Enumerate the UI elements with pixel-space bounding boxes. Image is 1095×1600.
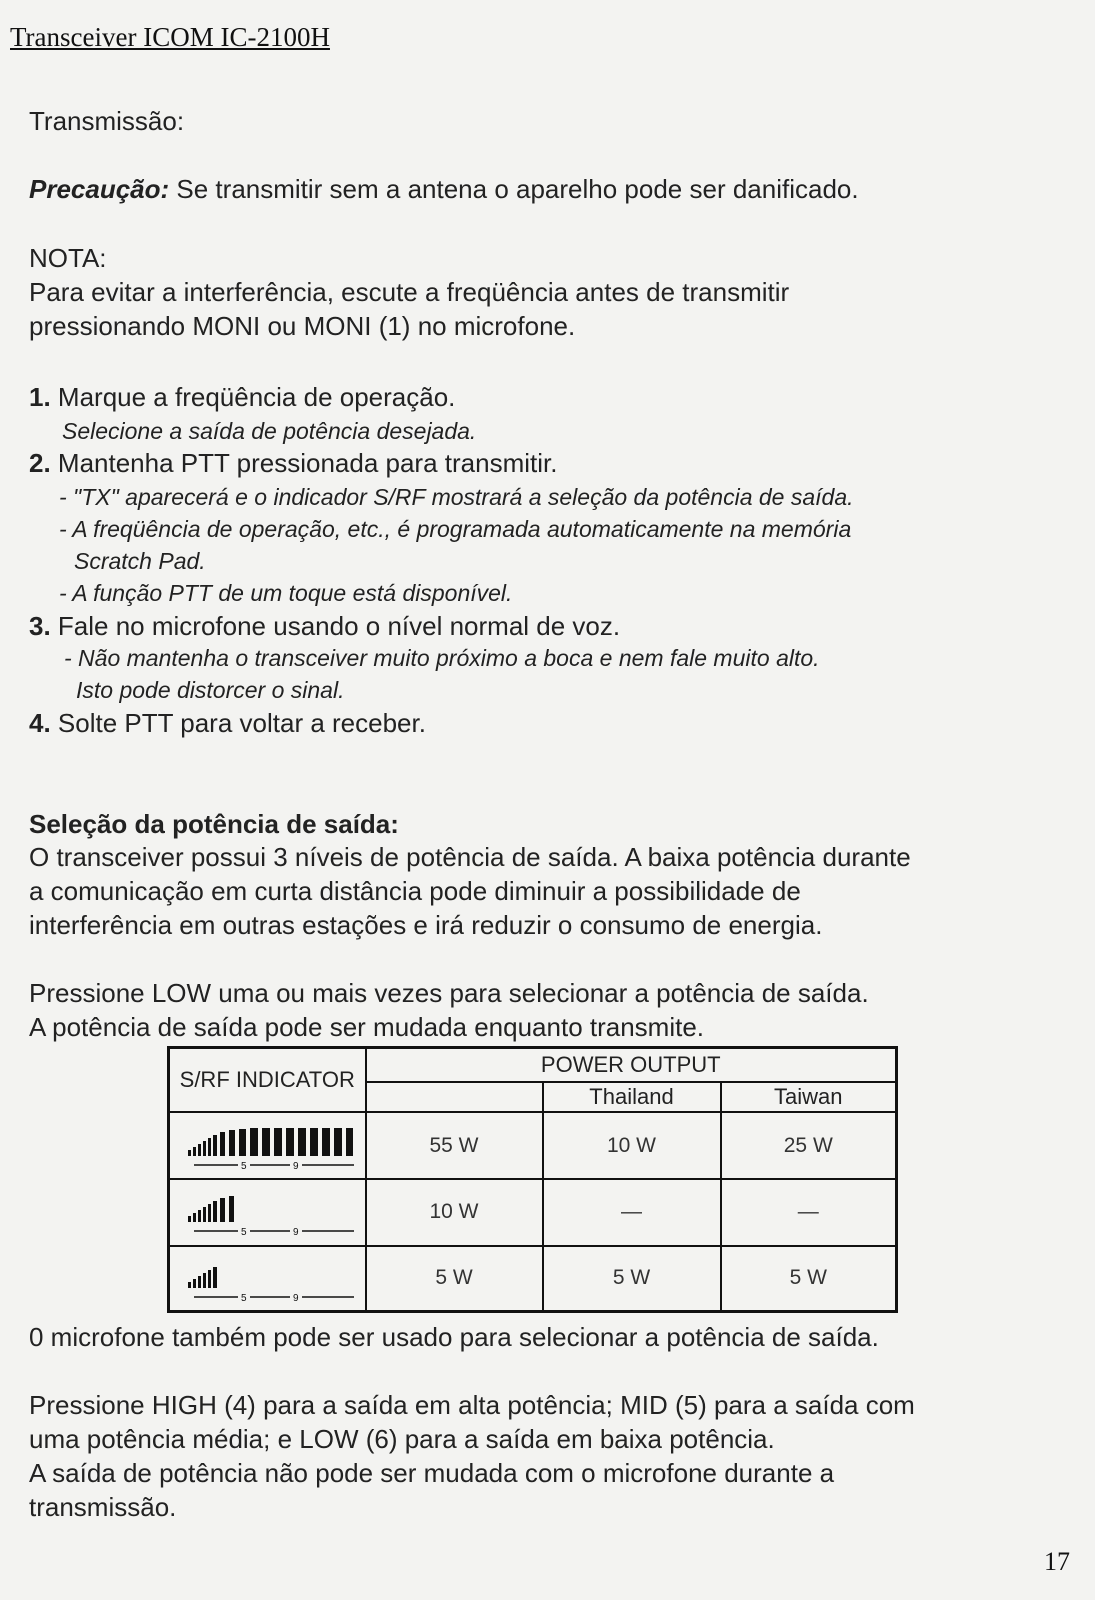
step-3-text: Fale no microfone usando o nível normal de voz. [50, 611, 621, 641]
microphone-line: 0 microfone também pode ser usado para selecionar a potência de saída. [29, 1322, 879, 1352]
power-para2-line-1: Pressione LOW uma ou mais vezes para selecionar a potência de saída. [29, 978, 869, 1008]
svg-text:5: 5 [241, 1160, 247, 1172]
step-2-sub-4: - A função PTT de um toque está disponível. [59, 580, 513, 606]
mic-para-line-2: uma potência média; e LOW (6) para a saída em baixa potência. [29, 1424, 775, 1454]
step-4 [29, 706, 426, 740]
step-3-sub-2: Isto pode distorcer o sinal. [76, 677, 345, 703]
power-para1-line-3: interferência em outras estações e irá reduzir o consumo de energia. [29, 910, 823, 940]
step-2-sub-1: - "TX" aparecerá e o indicador S/RF mostrará a seleção da potência de saída. [59, 484, 854, 510]
table-row [169, 1246, 897, 1312]
table-row [169, 1112, 897, 1179]
transmission-heading: Transmissão: [29, 106, 185, 136]
power-para1-line-2: a comunicação em curta distância pode diminuir a possibilidade de [29, 876, 801, 906]
srf-meter-low-icon [169, 1246, 366, 1312]
mic-para-line-3: A saída de potência não pode ser mudada com o microfone durante a [29, 1458, 835, 1488]
svg-text:9: 9 [293, 1227, 299, 1239]
step-2-sub-3: Scratch Pad. [74, 548, 206, 574]
power-section-heading: Seleção da potência de saída: [29, 809, 399, 839]
step-2-text: Mantenha PTT pressionada para transmitir. [50, 448, 558, 478]
cell-taiwan-low: 5 W [721, 1246, 897, 1312]
srf-meter-mid-icon [169, 1179, 366, 1246]
caution-paragraph [29, 172, 859, 206]
cell-default-mid: 10 W [366, 1179, 543, 1246]
power-output-header: POWER OUTPUT [366, 1048, 897, 1082]
srf-meter-high-icon [169, 1112, 366, 1179]
cell-default-high: 55 W [366, 1112, 543, 1179]
note-line-1: Para evitar a interferência, escute a freqüência antes de transmitir [29, 277, 790, 307]
cell-thailand-low: 5 W [543, 1246, 721, 1312]
cell-thailand-high: 10 W [543, 1112, 721, 1179]
power-para1-line-1: O transceiver possui 3 níveis de potência de saída. A baixa potência durante [29, 842, 911, 872]
cell-thailand-mid: — [543, 1179, 721, 1246]
svg-text:9: 9 [293, 1160, 299, 1172]
step-1-number: 1. [29, 382, 51, 412]
caution-label: Precaução: [29, 174, 170, 204]
mic-para-line-4: transmissão. [29, 1492, 177, 1522]
svg-text:5: 5 [241, 1293, 247, 1305]
page-number: 17 [1044, 1547, 1070, 1576]
step-3-number: 3. [29, 611, 51, 641]
cell-taiwan-high: 25 W [721, 1112, 897, 1179]
svg-text:5: 5 [241, 1227, 247, 1239]
power-output-table [167, 1046, 898, 1313]
column-header-default [366, 1082, 543, 1112]
page-header-title: Transceiver ICOM IC-2100H [10, 22, 330, 52]
column-header-taiwan: Taiwan [721, 1082, 897, 1112]
indicator-header: S/RF INDICATOR [169, 1048, 366, 1113]
note-line-2: pressionando MONI ou MONI (1) no microfone. [29, 311, 576, 341]
step-1-sub-1: Selecione a saída de potência desejada. [62, 418, 477, 444]
svg-text:9: 9 [293, 1293, 299, 1305]
power-para2-line-2: A potência de saída pode ser mudada enquanto transmite. [29, 1012, 705, 1042]
step-4-number: 4. [29, 708, 51, 738]
step-2-sub-2: - A freqüência de operação, etc., é programada automaticamente na memória [59, 516, 852, 542]
table-row [169, 1179, 897, 1246]
step-4-text: Solte PTT para voltar a receber. [50, 708, 426, 738]
step-3-sub-1: - Não mantenha o transceiver muito próximo a boca e nem fale muito alto. [64, 645, 820, 671]
column-header-thailand: Thailand [543, 1082, 721, 1112]
note-heading: NOTA: [29, 243, 107, 273]
cell-taiwan-mid: — [721, 1179, 897, 1246]
caution-text: Se transmitir sem a antena o aparelho pode ser danificado. [169, 174, 859, 204]
step-2-number: 2. [29, 448, 51, 478]
step-1-text: Marque a freqüência de operação. [50, 382, 456, 412]
step-2 [29, 446, 557, 480]
mic-para-line-1: Pressione HIGH (4) para a saída em alta potência; MID (5) para a saída com [29, 1390, 915, 1420]
step-1 [29, 380, 455, 414]
cell-default-low: 5 W [366, 1246, 543, 1312]
step-3 [29, 609, 620, 643]
